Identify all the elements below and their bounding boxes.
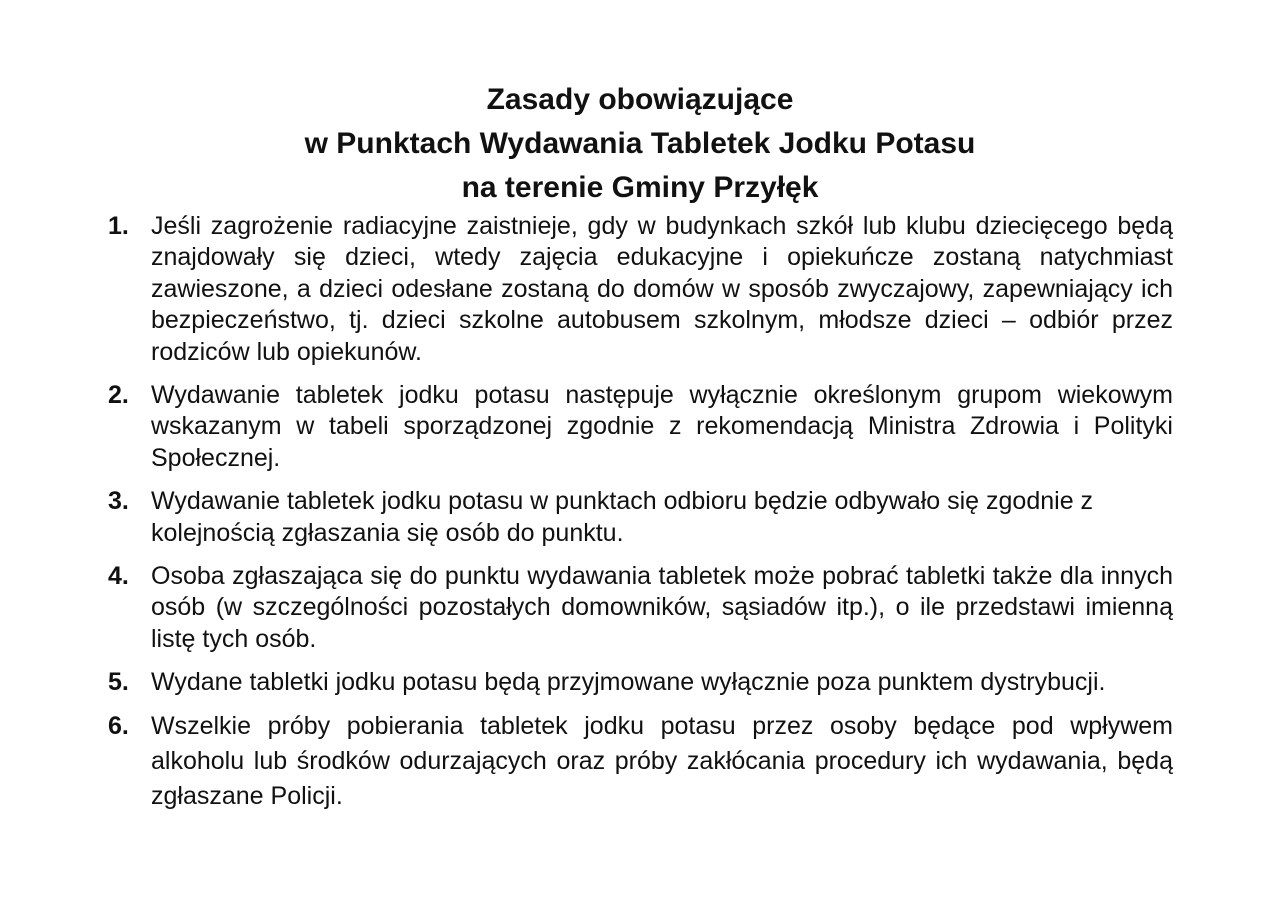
rule-number: 2.	[108, 381, 129, 410]
title-line-2: w Punktach Wydawania Tabletek Jodku Potasu	[304, 127, 976, 161]
rule-text: Wydawanie tabletek jodku potasu w punktach odbioru będzie odbywało się zgodnie z kolejnością zgłaszania się osób do punktu.	[151, 487, 1094, 547]
rule-item-5	[108, 667, 1173, 698]
rule-number: 1.	[108, 212, 129, 240]
rule-number: 3.	[108, 487, 129, 516]
rule-number: 4.	[108, 562, 129, 591]
rule-text: Wydane tabletki jodku potasu będą przyjmowane wyłącznie poza punktem dystrybucji.	[151, 668, 1106, 697]
rule-item-4	[108, 561, 1173, 655]
rule-item-6	[108, 709, 1173, 814]
rule-item-3	[108, 486, 1173, 549]
rule-text: Jeśli zagrożenie radiacyjne zaistnieje, gdy w budynkach szkół lub klubu dziecięcego będą znajdowały się dzieci, wtedy zajęcia edukacyjne i opiekuńcze zostaną natychmiast zawieszone, a dzieci odesłane zostaną do domów w sposób zwyczajowy, zapewniający ich bezpieczeństwo, tj. dzieci szkolne autobusem szkolnym, młodsze dzieci – odbiór przez rodziców lub opiekunów.	[151, 212, 1173, 366]
rule-number: 6.	[108, 711, 129, 740]
rules-list	[108, 211, 1173, 826]
document-title	[0, 78, 1280, 210]
rule-item-2	[108, 380, 1173, 474]
rule-item-1	[108, 211, 1173, 368]
title-line-3: na terenie Gminy Przyłęk	[461, 171, 819, 205]
rule-text: Osoba zgłaszająca się do punktu wydawania tabletek może pobrać tabletki także dla innych osób (w szczególności pozostałych domowników, sąsiadów itp.), o ile przedstawi imienną listę tych osób.	[151, 562, 1173, 653]
title-line-1: Zasady obowiązujące	[486, 83, 794, 117]
rule-number: 5.	[108, 668, 129, 697]
rule-text: Wydawanie tabletek jodku potasu następuje wyłącznie określonym grupom wiekowym wskazanym w tabeli sporządzonej zgodnie z rekomendacją Ministra Zdrowia i Polityki Społecznej.	[151, 381, 1173, 472]
rule-text: Wszelkie próby pobierania tabletek jodku potasu przez osoby będące pod wpływem alkoholu lub środków odurzających oraz próby zakłócania procedury ich wydawania, będą zgłaszane Policji.	[151, 711, 1173, 810]
